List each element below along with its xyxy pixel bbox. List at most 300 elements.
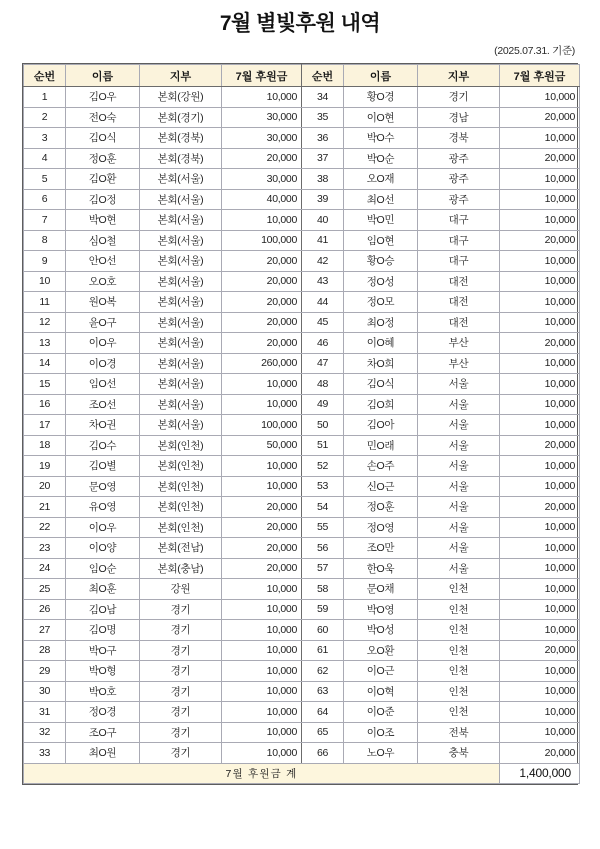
cell-amount: 10,000: [500, 702, 580, 723]
cell-name: 박O구: [66, 640, 140, 661]
cell-name: 문O영: [66, 476, 140, 497]
cell-branch: 인천: [418, 599, 500, 620]
cell-amount: 10,000: [500, 271, 580, 292]
table-row: [24, 476, 580, 497]
table-row: [24, 599, 580, 620]
header-name-right: 이름: [344, 65, 418, 87]
cell-name: 차O희: [344, 353, 418, 374]
cell-name: 박O영: [344, 599, 418, 620]
cell-name: 이O현: [344, 107, 418, 128]
cell-name: 이O우: [66, 333, 140, 354]
cell-name: 오O환: [344, 640, 418, 661]
cell-no: 4: [24, 148, 66, 169]
cell-branch: 본회(인천): [140, 456, 222, 477]
cell-no: 1: [24, 87, 66, 108]
cell-no: 59: [302, 599, 344, 620]
cell-no: 21: [24, 497, 66, 518]
table-row: [24, 87, 580, 108]
cell-no: 57: [302, 558, 344, 579]
cell-branch: 경기: [140, 661, 222, 682]
header-name-left: 이름: [66, 65, 140, 87]
cell-amount: 20,000: [222, 251, 302, 272]
cell-branch: 본회(서울): [140, 169, 222, 190]
total-amount: 1,400,000: [500, 763, 580, 784]
cell-amount: 10,000: [500, 251, 580, 272]
cell-name: 조O만: [344, 538, 418, 559]
cell-amount: 10,000: [500, 579, 580, 600]
cell-no: 39: [302, 189, 344, 210]
cell-amount: 10,000: [222, 743, 302, 764]
cell-amount: 20,000: [500, 497, 580, 518]
cell-no: 12: [24, 312, 66, 333]
cell-amount: 20,000: [222, 312, 302, 333]
cell-no: 11: [24, 292, 66, 313]
cell-no: 60: [302, 620, 344, 641]
cell-no: 42: [302, 251, 344, 272]
cell-no: 5: [24, 169, 66, 190]
table-row: [24, 558, 580, 579]
cell-branch: 본회(경북): [140, 128, 222, 149]
cell-amount: 10,000: [500, 456, 580, 477]
cell-amount: 10,000: [500, 476, 580, 497]
table-row: [24, 681, 580, 702]
cell-branch: 본회(인천): [140, 476, 222, 497]
cell-amount: 10,000: [500, 415, 580, 436]
cell-name: 황O경: [344, 87, 418, 108]
cell-branch: 서울: [418, 476, 500, 497]
cell-amount: 20,000: [500, 333, 580, 354]
cell-no: 46: [302, 333, 344, 354]
donation-table-container: [22, 63, 578, 785]
cell-branch: 인천: [418, 620, 500, 641]
header-amount-right: 7월 후원금: [500, 65, 580, 87]
cell-no: 62: [302, 661, 344, 682]
table-row: [24, 128, 580, 149]
cell-amount: 20,000: [500, 640, 580, 661]
table-row: [24, 579, 580, 600]
header-amount-left: 7월 후원금: [222, 65, 302, 87]
cell-name: 이O우: [66, 517, 140, 538]
cell-branch: 경북: [418, 128, 500, 149]
cell-amount: 10,000: [222, 374, 302, 395]
cell-name: 박O민: [344, 210, 418, 231]
cell-name: 정O성: [344, 271, 418, 292]
cell-name: 문O채: [344, 579, 418, 600]
cell-branch: 본회(서울): [140, 189, 222, 210]
cell-name: 최O훈: [66, 579, 140, 600]
cell-no: 64: [302, 702, 344, 723]
cell-no: 30: [24, 681, 66, 702]
cell-branch: 대구: [418, 251, 500, 272]
cell-name: 이O준: [344, 702, 418, 723]
table-row: [24, 189, 580, 210]
cell-branch: 본회(서울): [140, 292, 222, 313]
cell-no: 34: [302, 87, 344, 108]
cell-name: 윤O구: [66, 312, 140, 333]
table-row: [24, 292, 580, 313]
cell-name: 임O현: [344, 230, 418, 251]
header-no-left: 순번: [24, 65, 66, 87]
cell-branch: 서울: [418, 456, 500, 477]
cell-branch: 인천: [418, 661, 500, 682]
cell-name: 박O순: [344, 148, 418, 169]
cell-no: 58: [302, 579, 344, 600]
cell-no: 63: [302, 681, 344, 702]
cell-no: 32: [24, 722, 66, 743]
cell-amount: 10,000: [222, 599, 302, 620]
cell-name: 최O원: [66, 743, 140, 764]
cell-no: 33: [24, 743, 66, 764]
as-of-date: (2025.07.31. 기준): [494, 45, 575, 58]
cell-name: 김O식: [344, 374, 418, 395]
cell-amount: 10,000: [500, 292, 580, 313]
cell-branch: 본회(인천): [140, 517, 222, 538]
cell-no: 53: [302, 476, 344, 497]
cell-no: 37: [302, 148, 344, 169]
cell-branch: 강원: [140, 579, 222, 600]
cell-amount: 20,000: [222, 271, 302, 292]
table-row: [24, 640, 580, 661]
cell-branch: 경기: [140, 599, 222, 620]
cell-no: 20: [24, 476, 66, 497]
table-row: [24, 435, 580, 456]
cell-amount: 10,000: [500, 394, 580, 415]
cell-no: 40: [302, 210, 344, 231]
cell-amount: 20,000: [222, 538, 302, 559]
cell-name: 최O정: [344, 312, 418, 333]
cell-branch: 서울: [418, 415, 500, 436]
cell-no: 25: [24, 579, 66, 600]
cell-name: 박O수: [344, 128, 418, 149]
cell-no: 41: [302, 230, 344, 251]
cell-name: 이O경: [66, 353, 140, 374]
cell-no: 36: [302, 128, 344, 149]
cell-no: 24: [24, 558, 66, 579]
header-row: [24, 65, 580, 87]
table-row: [24, 394, 580, 415]
table-row: [24, 271, 580, 292]
cell-branch: 서울: [418, 558, 500, 579]
cell-amount: 100,000: [222, 230, 302, 251]
table-row: [24, 251, 580, 272]
cell-no: 16: [24, 394, 66, 415]
table-row: [24, 517, 580, 538]
cell-no: 15: [24, 374, 66, 395]
cell-amount: 10,000: [500, 620, 580, 641]
cell-name: 박O현: [66, 210, 140, 231]
table-row: [24, 230, 580, 251]
cell-no: 61: [302, 640, 344, 661]
cell-name: 이O조: [344, 722, 418, 743]
cell-branch: 본회(서울): [140, 251, 222, 272]
cell-branch: 경기: [418, 87, 500, 108]
cell-no: 28: [24, 640, 66, 661]
cell-no: 7: [24, 210, 66, 231]
cell-no: 50: [302, 415, 344, 436]
cell-no: 22: [24, 517, 66, 538]
cell-branch: 경기: [140, 743, 222, 764]
cell-branch: 본회(서울): [140, 415, 222, 436]
cell-branch: 광주: [418, 169, 500, 190]
cell-name: 한O욱: [344, 558, 418, 579]
cell-name: 정O영: [344, 517, 418, 538]
cell-name: 임O순: [66, 558, 140, 579]
cell-name: 이O근: [344, 661, 418, 682]
cell-amount: 260,000: [222, 353, 302, 374]
cell-branch: 서울: [418, 497, 500, 518]
cell-amount: 10,000: [222, 702, 302, 723]
cell-branch: 경기: [140, 681, 222, 702]
table-row: [24, 353, 580, 374]
cell-no: 52: [302, 456, 344, 477]
cell-branch: 부산: [418, 333, 500, 354]
cell-amount: 10,000: [500, 722, 580, 743]
cell-branch: 인천: [418, 681, 500, 702]
cell-no: 54: [302, 497, 344, 518]
cell-amount: 10,000: [222, 476, 302, 497]
cell-no: 6: [24, 189, 66, 210]
cell-name: 김O식: [66, 128, 140, 149]
table-row: [24, 415, 580, 436]
cell-amount: 30,000: [222, 128, 302, 149]
cell-branch: 서울: [418, 374, 500, 395]
cell-branch: 대전: [418, 292, 500, 313]
cell-name: 정O훈: [66, 148, 140, 169]
total-label: 7월 후원금 계: [24, 763, 500, 784]
cell-name: 정O훈: [344, 497, 418, 518]
cell-no: 10: [24, 271, 66, 292]
table-row: [24, 374, 580, 395]
cell-name: 손O주: [344, 456, 418, 477]
cell-no: 56: [302, 538, 344, 559]
cell-amount: 10,000: [222, 394, 302, 415]
cell-amount: 40,000: [222, 189, 302, 210]
cell-no: 47: [302, 353, 344, 374]
cell-amount: 10,000: [222, 87, 302, 108]
cell-branch: 인천: [418, 702, 500, 723]
cell-branch: 서울: [418, 538, 500, 559]
cell-branch: 본회(서울): [140, 353, 222, 374]
cell-branch: 충북: [418, 743, 500, 764]
cell-no: 31: [24, 702, 66, 723]
cell-amount: 20,000: [500, 107, 580, 128]
cell-branch: 본회(경기): [140, 107, 222, 128]
cell-no: 35: [302, 107, 344, 128]
cell-name: 김O환: [66, 169, 140, 190]
cell-no: 18: [24, 435, 66, 456]
table-row: [24, 148, 580, 169]
cell-branch: 본회(서울): [140, 333, 222, 354]
cell-name: 노O우: [344, 743, 418, 764]
as-of-date-container: [0, 41, 600, 57]
cell-amount: 10,000: [222, 456, 302, 477]
cell-name: 오O재: [344, 169, 418, 190]
cell-amount: 10,000: [500, 517, 580, 538]
cell-amount: 10,000: [222, 722, 302, 743]
cell-amount: 20,000: [222, 292, 302, 313]
cell-branch: 부산: [418, 353, 500, 374]
cell-no: 51: [302, 435, 344, 456]
cell-branch: 경기: [140, 722, 222, 743]
cell-amount: 10,000: [222, 210, 302, 231]
cell-branch: 대전: [418, 312, 500, 333]
cell-branch: 본회(전남): [140, 538, 222, 559]
cell-no: 23: [24, 538, 66, 559]
cell-name: 박O형: [66, 661, 140, 682]
table-row: [24, 722, 580, 743]
table-head: [24, 65, 580, 87]
cell-branch: 본회(서울): [140, 271, 222, 292]
cell-no: 65: [302, 722, 344, 743]
cell-no: 48: [302, 374, 344, 395]
cell-branch: 서울: [418, 435, 500, 456]
cell-amount: 10,000: [500, 169, 580, 190]
cell-amount: 30,000: [222, 169, 302, 190]
cell-no: 55: [302, 517, 344, 538]
cell-amount: 10,000: [222, 620, 302, 641]
cell-name: 유O영: [66, 497, 140, 518]
cell-amount: 20,000: [222, 148, 302, 169]
cell-branch: 서울: [418, 517, 500, 538]
cell-branch: 경기: [140, 702, 222, 723]
cell-branch: 본회(충남): [140, 558, 222, 579]
cell-name: 정O경: [66, 702, 140, 723]
cell-branch: 본회(서울): [140, 210, 222, 231]
cell-amount: 10,000: [500, 599, 580, 620]
cell-amount: 10,000: [500, 312, 580, 333]
cell-no: 29: [24, 661, 66, 682]
cell-no: 44: [302, 292, 344, 313]
cell-no: 38: [302, 169, 344, 190]
cell-name: 원O복: [66, 292, 140, 313]
cell-branch: 본회(인천): [140, 435, 222, 456]
cell-name: 김O명: [66, 620, 140, 641]
table-row: [24, 169, 580, 190]
table-row: [24, 456, 580, 477]
table-row: [24, 702, 580, 723]
cell-branch: 광주: [418, 148, 500, 169]
cell-amount: 10,000: [222, 640, 302, 661]
cell-amount: 10,000: [500, 128, 580, 149]
cell-name: 임O선: [66, 374, 140, 395]
cell-amount: 100,000: [222, 415, 302, 436]
table-row: [24, 743, 580, 764]
cell-amount: 20,000: [500, 148, 580, 169]
cell-amount: 10,000: [222, 681, 302, 702]
cell-amount: 20,000: [222, 333, 302, 354]
cell-amount: 20,000: [222, 517, 302, 538]
cell-amount: 10,000: [500, 661, 580, 682]
cell-amount: 10,000: [500, 353, 580, 374]
donation-table: [23, 64, 580, 784]
cell-amount: 10,000: [500, 558, 580, 579]
cell-no: 3: [24, 128, 66, 149]
cell-branch: 경기: [140, 640, 222, 661]
cell-no: 26: [24, 599, 66, 620]
cell-name: 전O숙: [66, 107, 140, 128]
cell-name: 오O호: [66, 271, 140, 292]
cell-amount: 20,000: [222, 558, 302, 579]
cell-no: 66: [302, 743, 344, 764]
cell-name: 최O선: [344, 189, 418, 210]
cell-no: 2: [24, 107, 66, 128]
cell-amount: 50,000: [222, 435, 302, 456]
cell-no: 45: [302, 312, 344, 333]
cell-name: 조O구: [66, 722, 140, 743]
cell-name: 김O아: [344, 415, 418, 436]
cell-branch: 본회(인천): [140, 497, 222, 518]
cell-no: 43: [302, 271, 344, 292]
cell-branch: 광주: [418, 189, 500, 210]
cell-name: 박O성: [344, 620, 418, 641]
cell-name: 김O별: [66, 456, 140, 477]
cell-amount: 10,000: [500, 374, 580, 395]
cell-branch: 본회(강원): [140, 87, 222, 108]
cell-branch: 인천: [418, 579, 500, 600]
cell-no: 9: [24, 251, 66, 272]
cell-name: 차O권: [66, 415, 140, 436]
cell-name: 이O혜: [344, 333, 418, 354]
cell-name: 김O정: [66, 189, 140, 210]
cell-name: 신O근: [344, 476, 418, 497]
cell-amount: 10,000: [222, 579, 302, 600]
total-row: [24, 763, 580, 784]
cell-name: 이O양: [66, 538, 140, 559]
table-row: [24, 620, 580, 641]
cell-no: 27: [24, 620, 66, 641]
cell-amount: 10,000: [500, 210, 580, 231]
cell-no: 49: [302, 394, 344, 415]
cell-name: 김O수: [66, 435, 140, 456]
cell-name: 심O철: [66, 230, 140, 251]
cell-name: 박O호: [66, 681, 140, 702]
cell-branch: 본회(서울): [140, 230, 222, 251]
cell-amount: 20,000: [500, 435, 580, 456]
cell-name: 김O우: [66, 87, 140, 108]
cell-branch: 본회(서울): [140, 374, 222, 395]
cell-amount: 10,000: [500, 681, 580, 702]
header-branch-left: 지부: [140, 65, 222, 87]
cell-name: 김O희: [344, 394, 418, 415]
cell-amount: 20,000: [500, 230, 580, 251]
cell-name: 이O혁: [344, 681, 418, 702]
cell-amount: 30,000: [222, 107, 302, 128]
cell-no: 13: [24, 333, 66, 354]
cell-name: 황O승: [344, 251, 418, 272]
cell-amount: 10,000: [222, 661, 302, 682]
table-foot: [24, 763, 580, 784]
cell-branch: 대구: [418, 230, 500, 251]
table-row: [24, 210, 580, 231]
cell-branch: 경기: [140, 620, 222, 641]
table-row: [24, 538, 580, 559]
cell-branch: 대전: [418, 271, 500, 292]
table-row: [24, 333, 580, 354]
cell-branch: 대구: [418, 210, 500, 231]
cell-name: 민O래: [344, 435, 418, 456]
cell-no: 19: [24, 456, 66, 477]
cell-name: 안O선: [66, 251, 140, 272]
table-body: [24, 87, 580, 764]
cell-amount: 10,000: [500, 189, 580, 210]
cell-no: 8: [24, 230, 66, 251]
header-no-right: 순번: [302, 65, 344, 87]
table-row: [24, 107, 580, 128]
page-title: 7월 별빛후원 내역: [219, 12, 381, 35]
cell-branch: 경남: [418, 107, 500, 128]
cell-branch: 본회(경북): [140, 148, 222, 169]
cell-amount: 20,000: [500, 743, 580, 764]
